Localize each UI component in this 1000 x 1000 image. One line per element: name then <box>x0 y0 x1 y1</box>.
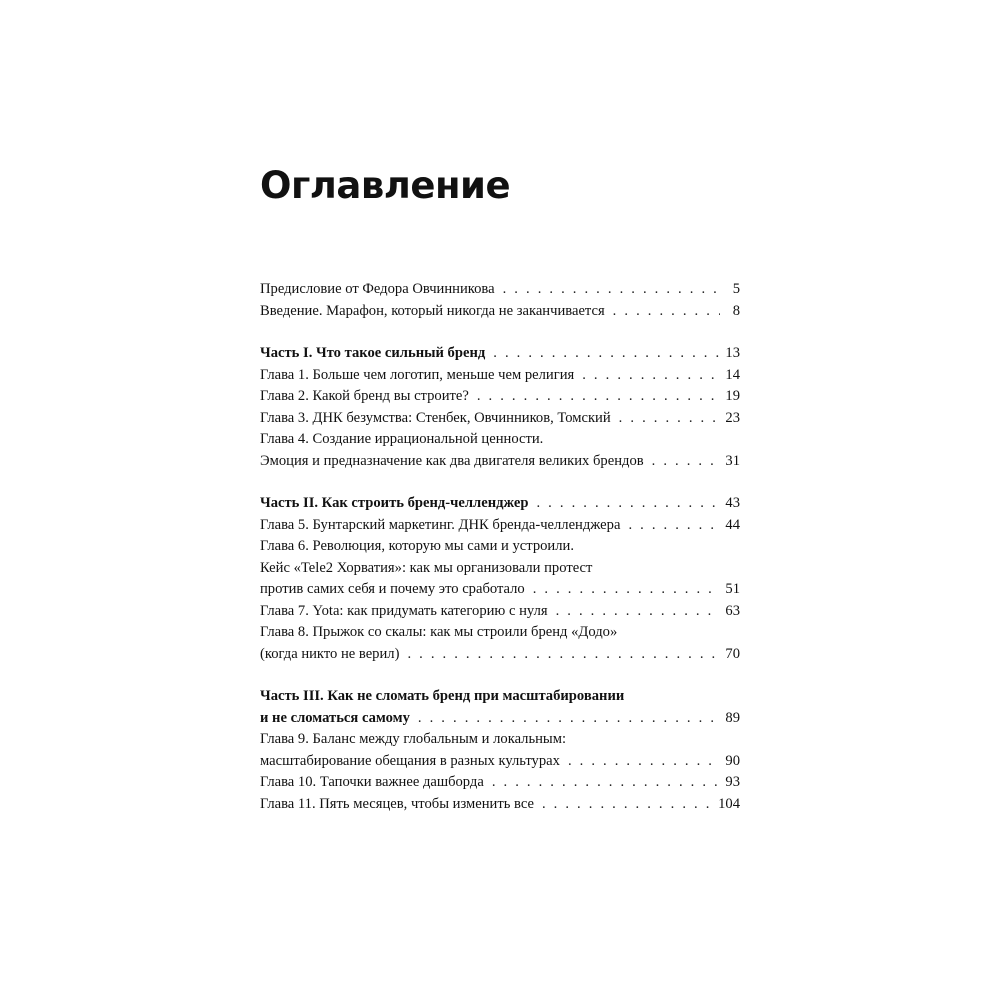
entry-title: масштабирование обещания в разных культурах <box>260 752 560 769</box>
toc-intro-entry <box>260 279 740 301</box>
toc-section <box>260 686 740 815</box>
table-of-contents <box>260 279 740 815</box>
toc-line <box>260 343 740 365</box>
entry-title: Предисловие от Федора Овчинникова <box>260 281 495 297</box>
page-number: 51 <box>725 581 740 597</box>
entry-title: Глава 3. ДНК безумства: Стенбек, Овчинников, Томский <box>260 409 611 426</box>
toc-line <box>260 686 740 708</box>
toc-intro-entry <box>260 301 740 323</box>
entry-title: Часть II. Как строить бренд-челленджер <box>260 495 529 511</box>
entry-title: против самих себя и почему это сработало <box>260 581 525 597</box>
dot-leader <box>503 279 720 301</box>
dot-leader <box>568 751 719 773</box>
dot-leader <box>619 408 720 430</box>
toc-chapter-entry <box>260 515 740 537</box>
toc-line <box>260 644 740 666</box>
toc-line <box>260 451 740 473</box>
toc-line <box>260 751 740 773</box>
dot-leader <box>418 708 720 730</box>
page-number: 13 <box>725 345 740 361</box>
dot-leader <box>536 493 719 515</box>
page-number: 90 <box>725 752 740 769</box>
entry-title: Глава 5. Бунтарский маркетинг. ДНК бренда-челленджера <box>260 516 621 533</box>
entry-title: Глава 11. Пять месяцев, чтобы изменить все <box>260 795 534 812</box>
dot-leader <box>542 794 712 816</box>
page-number: 93 <box>725 774 740 790</box>
entry-title: Глава 8. Прыжок со скалы: как мы строили бренд «Додо» <box>260 624 618 640</box>
toc-chapter-entry <box>260 365 740 387</box>
page-number: 44 <box>725 516 740 533</box>
dot-leader <box>477 386 720 408</box>
page-number: 31 <box>725 452 740 469</box>
toc-line <box>260 622 740 644</box>
entry-title: Часть III. Как не сломать бренд при масштабировании <box>260 688 625 704</box>
entry-title: Глава 9. Баланс между глобальным и локальным: <box>260 731 567 747</box>
toc-line <box>260 579 740 601</box>
entry-title: Глава 7. Yota: как придумать категорию с нуля <box>260 602 548 619</box>
page-title: Оглавление <box>260 164 511 207</box>
toc-line <box>260 515 740 537</box>
toc-line <box>260 386 740 408</box>
toc-section <box>260 279 740 322</box>
toc-chapter-entry <box>260 536 740 601</box>
entry-title: Глава 6. Революция, которую мы сами и устроили. <box>260 538 574 554</box>
page-number: 43 <box>725 495 740 511</box>
entry-title: Глава 4. Создание иррациональной ценности. <box>260 431 544 447</box>
toc-section <box>260 493 740 665</box>
page-number: 70 <box>725 645 740 662</box>
dot-leader <box>533 579 720 601</box>
toc-line <box>260 772 740 794</box>
entry-title: Введение. Марафон, который никогда не заканчивается <box>260 302 605 319</box>
toc-line <box>260 794 740 816</box>
dot-leader <box>493 343 719 365</box>
toc-line <box>260 301 740 323</box>
entry-title: Эмоция и предназначение как два двигателя великих брендов <box>260 452 644 469</box>
toc-line <box>260 365 740 387</box>
toc-part-heading <box>260 343 740 365</box>
toc-line <box>260 493 740 515</box>
toc-chapter-entry <box>260 429 740 472</box>
toc-chapter-entry <box>260 386 740 408</box>
entry-title: Глава 1. Больше чем логотип, меньше чем религия <box>260 366 575 383</box>
toc-line <box>260 601 740 623</box>
toc-chapter-entry <box>260 772 740 794</box>
page-number: 104 <box>718 795 740 812</box>
page-number: 89 <box>725 709 740 726</box>
toc-line <box>260 729 740 751</box>
toc-chapter-entry <box>260 408 740 430</box>
dot-leader <box>628 515 719 537</box>
toc-chapter-entry <box>260 622 740 665</box>
entry-title: Глава 2. Какой бренд вы строите? <box>260 388 469 404</box>
toc-line <box>260 408 740 430</box>
entry-title: (когда никто не верил) <box>260 645 400 662</box>
toc-line <box>260 708 740 730</box>
dot-leader <box>492 772 720 794</box>
toc-part-heading <box>260 686 740 729</box>
dot-leader <box>556 601 720 623</box>
toc-line <box>260 279 740 301</box>
page-number: 8 <box>732 302 740 319</box>
dot-leader <box>613 301 720 323</box>
page-number: 5 <box>732 281 740 297</box>
dot-leader <box>582 365 719 387</box>
page-number: 23 <box>725 409 740 426</box>
toc-section <box>260 343 740 472</box>
dot-leader <box>407 644 719 666</box>
toc-chapter-entry <box>260 601 740 623</box>
toc-part-heading <box>260 493 740 515</box>
page-number: 14 <box>725 366 740 383</box>
entry-title: и не сломаться самому <box>260 709 410 726</box>
dot-leader <box>652 451 720 473</box>
entry-title: Часть I. Что такое сильный бренд <box>260 345 486 361</box>
toc-chapter-entry <box>260 794 740 816</box>
page-number: 63 <box>725 602 740 619</box>
entry-title: Кейс «Tele2 Хорватия»: как мы организовали протест <box>260 559 593 576</box>
page-number: 19 <box>725 388 740 404</box>
toc-line <box>260 558 740 580</box>
toc-line <box>260 429 740 451</box>
entry-title: Глава 10. Тапочки важнее дашборда <box>260 774 484 790</box>
toc-line <box>260 536 740 558</box>
toc-chapter-entry <box>260 729 740 772</box>
